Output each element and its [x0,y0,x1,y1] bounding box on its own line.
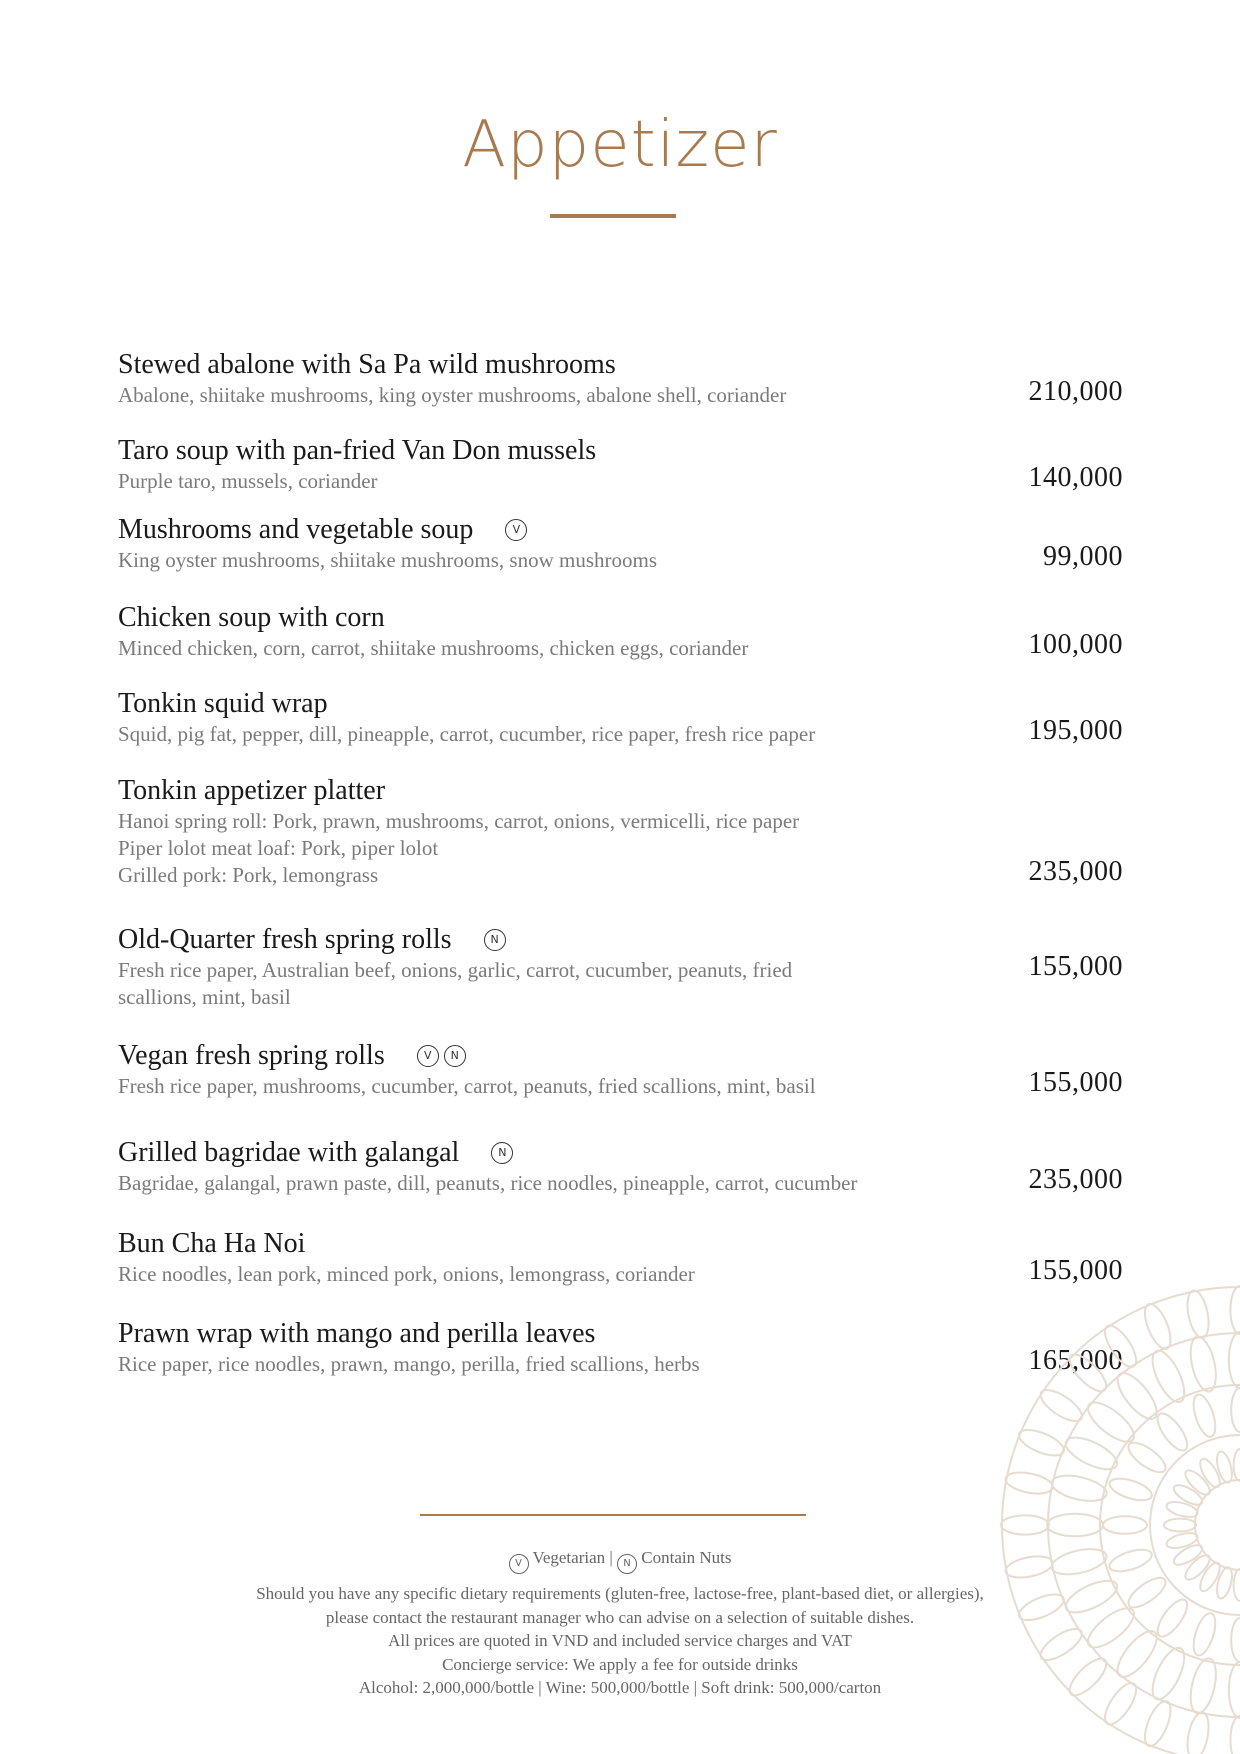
menu-item [118,601,1123,662]
item-name [118,923,1123,957]
item-description: Minced chicken, corn, carrot, shiitake mushrooms, chicken eggs, coriander [118,636,749,660]
item-price: 235,000 [1028,856,1123,887]
contains-nuts-icon: N [484,929,506,951]
item-name-text: Old-Quarter fresh spring rolls [118,924,452,955]
vegetarian-icon: V [505,519,527,541]
contains-nuts-icon: N [491,1142,513,1164]
item-name [118,348,1123,382]
item-price: 210,000 [1028,376,1123,407]
item-name-text: Tonkin appetizer platter [118,775,386,806]
mandala-petal [1230,1286,1240,1334]
item-name [118,1317,1123,1351]
mandala-petal [1124,1437,1170,1477]
item-name-text: Mushrooms and vegetable soup [118,514,474,545]
menu-item [118,434,1123,495]
menu-item [118,687,1123,748]
mandala-petal [1140,1301,1176,1353]
title-underline [550,214,676,218]
item-description: Rice noodles, lean pork, minced pork, onions, lemongrass, coriander [118,1262,695,1286]
dietary-legend [0,1547,1240,1574]
mandala-petal [1146,1346,1190,1406]
item-name-text: Vegan fresh spring rolls [118,1040,385,1071]
item-name-text: Bun Cha Ha Noi [118,1228,306,1259]
mandala-petal [1184,1289,1212,1340]
item-name [118,1227,1123,1261]
item-name [118,774,1123,808]
mandala-petal [1230,1716,1240,1754]
item-name [118,1039,1123,1073]
menu-item [118,923,1123,1011]
item-name-text: Grilled bagridae with galangal [118,1137,460,1168]
mandala-petal [1189,1392,1219,1439]
mandala-petal [1016,1425,1068,1461]
item-name [118,687,1123,721]
note-line: Should you have any specific dietary requirements (gluten-free, lactose-free, plant-based diet, or allergies), [256,1584,984,1603]
item-description: Squid, pig fat, pepper, dill, pineapple, carrot, cucumber, rice paper, fresh rice paper [118,722,816,746]
item-price: 235,000 [1028,1164,1123,1195]
menu-item [118,1317,1123,1378]
mandala-petal [1229,1332,1240,1388]
item-name [118,513,1123,547]
item-name-text: Stewed abalone with Sa Pa wild mushrooms [118,349,616,380]
menu-item [118,1136,1123,1197]
mandala-petal [1107,1474,1154,1504]
mandala-petal [1001,1515,1049,1534]
mandala-petal [1140,1698,1176,1750]
item-description: Bagridae, galangal, prawn paste, dill, peanuts, rice noodles, pineapple, carrot, cucumber [118,1171,858,1195]
item-description: Rice paper, rice noodles, prawn, mango, perilla, fried scallions, herbs [118,1352,700,1376]
contains-nuts-icon: N [617,1554,637,1574]
legend-vegetarian-label: Vegetarian [532,1548,606,1567]
mandala-petal [1049,1471,1109,1505]
note-line: please contact the restaurant manager who can advise on a selection of suitable dishes. [325,1607,915,1627]
mandala-petal [1004,1469,1055,1497]
item-description: Fresh rice paper, Australian beef, onions, garlic, carrot, cucumber, peanuts, fried scallions, mint, basil [118,958,793,1009]
mandala-petal [1165,1499,1199,1520]
note-line: Concierge service: We apply a fee for outside drinks [442,1654,798,1674]
item-description: Hanoi spring roll: Pork, prawn, mushrooms, carrot, onions, vermicelli, rice paper Piper lolot meat loaf: Pork, piper lolot Grilled pork: Pork, lemongrass [118,809,800,887]
menu-item [118,513,1123,574]
mandala-petal [1036,1384,1087,1427]
item-price: 100,000 [1028,629,1123,660]
mandala-petal [1099,1321,1142,1372]
item-name [118,601,1123,635]
mandala-petal [1234,1449,1240,1481]
mandala-petal [1061,1431,1121,1475]
menu-item [118,774,1123,889]
item-price: 155,000 [1028,1255,1123,1286]
item-description: Abalone, shiitake mushrooms, king oyster mushrooms, abalone shell, coriander [118,383,787,407]
item-description: King oyster mushrooms, shiitake mushrooms, snow mushrooms [118,548,657,572]
mandala-petal [1103,1516,1147,1534]
menu-item [118,1227,1123,1288]
page-title: Appetizer [462,108,778,182]
mandala-petal [1064,1349,1112,1397]
item-price: 165,000 [1028,1345,1123,1376]
item-price: 99,000 [1043,541,1123,572]
vegetarian-icon: V [417,1045,439,1067]
mandala-petal [1047,1514,1103,1536]
mandala-petal [1152,1409,1192,1455]
mandala-petal [1186,1334,1220,1394]
footer-notes [0,1582,1240,1700]
mandala-petal [1231,1388,1240,1432]
mandala-petal [1164,1519,1196,1532]
legend-nuts-label: Contain Nuts [641,1548,732,1567]
mandala-petal [1184,1710,1212,1754]
legend-separator: | [609,1548,613,1567]
mandala-petal [1214,1450,1235,1484]
menu-item [118,348,1123,409]
item-name [118,1136,1123,1170]
item-name-text: Chicken soup with corn [118,602,385,633]
item-name-text: Prawn wrap with mango and perilla leaves [118,1318,596,1349]
item-name-text: Taro soup with pan-fried Van Don mussels [118,435,597,466]
item-description: Fresh rice paper, mushrooms, cucumber, carrot, peanuts, fried scallions, mint, basil [118,1074,816,1098]
item-price: 195,000 [1028,715,1123,746]
note-line: All prices are quoted in VND and included service charges and VAT [388,1631,852,1650]
item-name [118,434,1123,468]
item-price: 155,000 [1028,951,1123,982]
item-name-text: Tonkin squid wrap [118,688,328,719]
item-price: 155,000 [1028,1067,1123,1098]
menu-item [118,1039,1123,1100]
item-description: Purple taro, mussels, coriander [118,469,378,493]
vegetarian-icon: V [509,1554,529,1574]
footer-divider [420,1514,806,1516]
contains-nuts-icon: N [444,1045,466,1067]
note-line: Alcohol: 2,000,000/bottle | Wine: 500,000/bottle | Soft drink: 500,000/carton [358,1678,882,1697]
item-price: 140,000 [1028,462,1123,493]
